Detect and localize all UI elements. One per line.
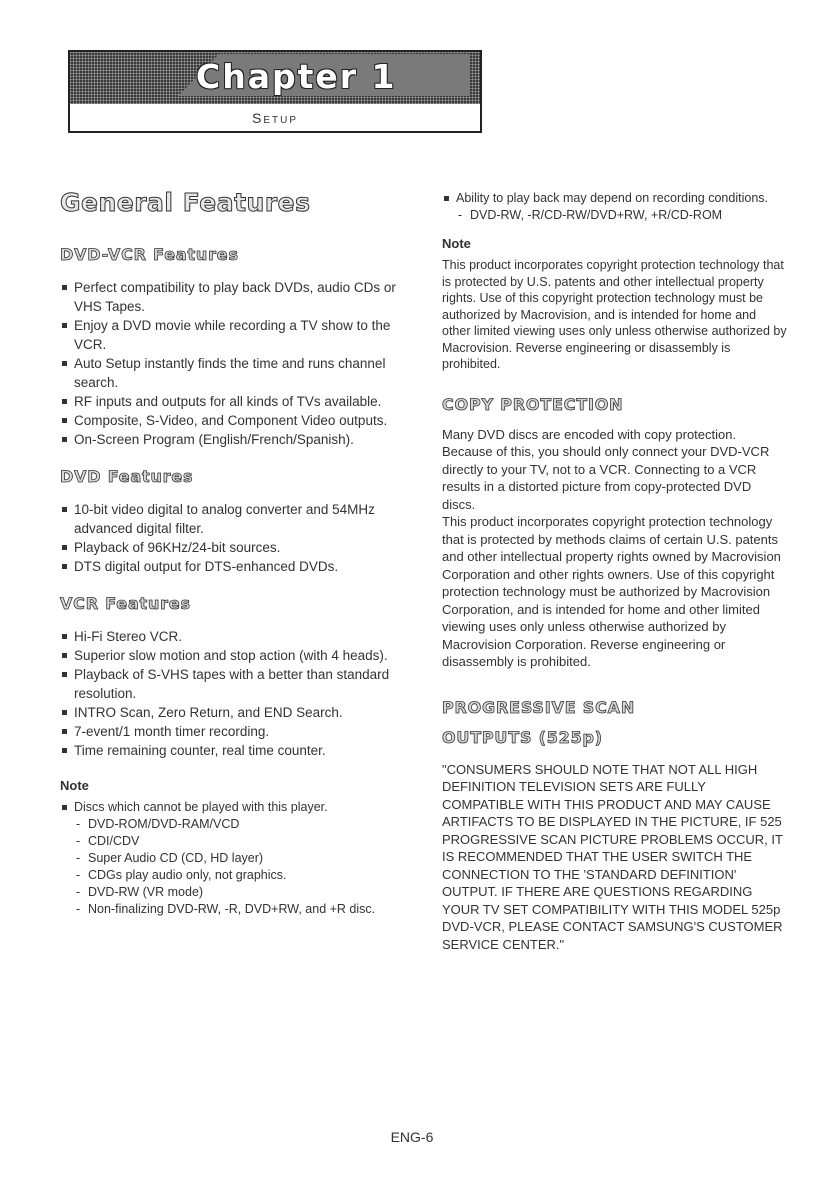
- list-item: Playback of S-VHS tapes with a better than standard resolution.: [60, 665, 410, 703]
- list-item: RF inputs and outputs for all kinds of TVs available.: [60, 392, 410, 411]
- list-item: Hi-Fi Stereo VCR.: [60, 627, 410, 646]
- list-item: - CDGs play audio only, not graphics.: [74, 867, 410, 884]
- list-item: - Non-finalizing DVD-RW, -R, DVD+RW, and +R disc.: [74, 901, 410, 918]
- progressive-scan-heading: [442, 693, 787, 753]
- note-title: Note: [60, 778, 89, 793]
- progressive-scan-section: [442, 693, 787, 954]
- chapter-subtitle: Setup: [251, 110, 298, 126]
- note-right-text: This product incorporates copyright protection technology that is protected by U.S. patents and other intellectual property rights. Use of this copyright protection technology must be authorized by Macrovision, and is intended for home and other limited viewing uses only unless otherwise authorized by Macrovision. Reverse engineering or disassembly is prohibited.: [442, 258, 787, 371]
- list-item: DTS digital output for DTS-enhanced DVDs.: [60, 557, 410, 576]
- list-item: - DVD-RW, -R/CD-RW/DVD+RW, +R/CD-ROM: [456, 207, 787, 224]
- list-item: - CDI/CDV: [74, 833, 410, 850]
- vcr-heading: VCR Features: [60, 594, 191, 613]
- progressive-heading-line-2: OUTPUTS (525p): [442, 727, 603, 747]
- left-column: [60, 188, 410, 936]
- progressive-heading-line-1: PROGRESSIVE SCAN: [442, 697, 636, 717]
- list-item: Composite, S-Video, and Component Video outputs.: [60, 411, 410, 430]
- note-intro-text: Discs which cannot be played with this player.: [74, 800, 328, 814]
- list-item: - DVD-ROM/DVD-RAM/VCD: [74, 816, 410, 833]
- chapter-banner: [68, 50, 482, 133]
- note-title: Note: [442, 236, 471, 251]
- copy-protection-heading: COPY PROTECTION: [442, 394, 624, 414]
- dvd-heading: DVD Features: [60, 467, 194, 486]
- list-item: Perfect compatibility to play back DVDs, audio CDs or VHS Tapes.: [60, 278, 410, 316]
- list-item: Time remaining counter, real time counter.: [60, 741, 410, 760]
- copy-protection-paragraph-1: Many DVD discs are encoded with copy protection. Because of this, you should only connect your DVD-VCR directly to your TV, not to a VCR. Connecting to a VCR results in a distorted picture from copy-protected DVD discs.: [442, 426, 770, 512]
- list-item: - Super Audio CD (CD, HD layer): [74, 850, 410, 867]
- unsupported-disc-list: [74, 816, 410, 918]
- note-right-section: [442, 236, 787, 373]
- playback-bullet-text: Ability to play back may depend on recording conditions.: [456, 191, 768, 205]
- progressive-scan-text: "CONSUMERS SHOULD NOTE THAT NOT ALL HIGH DEFINITION TELEVISION SETS ARE FULLY COMPATIBLE WITH THIS PRODUCT AND MAY CAUSE ARTIFACTS TO BE DISPLAYED IN THE PICTURE, IF 525 PROGRESSIVE SCAN PICTURE PROBLEMS OCCUR, IT IS RECOMMENDED THAT THE USER SWITCH THE CONNECTION TO THE 'STANDARD DEFINITION' OUTPUT. IF THERE ARE QUESTIONS REGARDING YOUR TV SET COMPATIBILITY WITH THIS MODEL 525p DVD-VCR, PLEASE CONTACT SAMSUNG'S CUSTOMER SERVICE CENTER.": [442, 761, 783, 952]
- right-column: [442, 190, 787, 975]
- note-intro: [60, 799, 410, 918]
- list-item: 10-bit video digital to analog converter and 54MHz advanced digital filter.: [60, 500, 410, 538]
- vcr-section: [60, 594, 410, 760]
- note-left-section: [60, 778, 410, 918]
- page-title: General Features: [60, 188, 311, 217]
- playback-list: [442, 190, 787, 224]
- list-item: INTRO Scan, Zero Return, and END Search.: [60, 703, 410, 722]
- note-list: [60, 799, 410, 918]
- list-item: [442, 190, 787, 224]
- dvd-vcr-heading: DVD-VCR Features: [60, 245, 239, 264]
- list-item: Auto Setup instantly finds the time and runs channel search.: [60, 354, 410, 392]
- list-item: Enjoy a DVD movie while recording a TV show to the VCR.: [60, 316, 410, 354]
- list-item: 7-event/1 month timer recording.: [60, 722, 410, 741]
- copy-protection-section: [442, 395, 787, 671]
- dvd-vcr-list: [60, 278, 410, 449]
- list-item: - DVD-RW (VR mode): [74, 884, 410, 901]
- playback-conditions: [442, 190, 787, 224]
- dvd-list: [60, 500, 410, 576]
- dvd-vcr-section: [60, 245, 410, 449]
- dvd-section: [60, 467, 410, 576]
- list-item: Playback of 96KHz/24-bit sources.: [60, 538, 410, 557]
- playback-dash-list: [456, 207, 787, 224]
- list-item: Superior slow motion and stop action (with 4 heads).: [60, 646, 410, 665]
- list-item: On-Screen Program (English/French/Spanish).: [60, 430, 410, 449]
- vcr-list: [60, 627, 410, 760]
- chapter-title: Chapter 1: [196, 57, 397, 96]
- copy-protection-paragraph-2: This product incorporates copyright protection technology that is protected by methods claims of certain U.S. patents and other intellectual property rights owned by Macrovision Corporation and other rights owners. Use of this copyright protection technology must be authorized by Macrovision Corporation, and is intended for home and other limited viewing uses only unless otherwise authorized by Macrovision Corporation. Reverse engineering or disassembly is prohibited.: [442, 514, 781, 669]
- page-number: ENG-6: [390, 1129, 434, 1145]
